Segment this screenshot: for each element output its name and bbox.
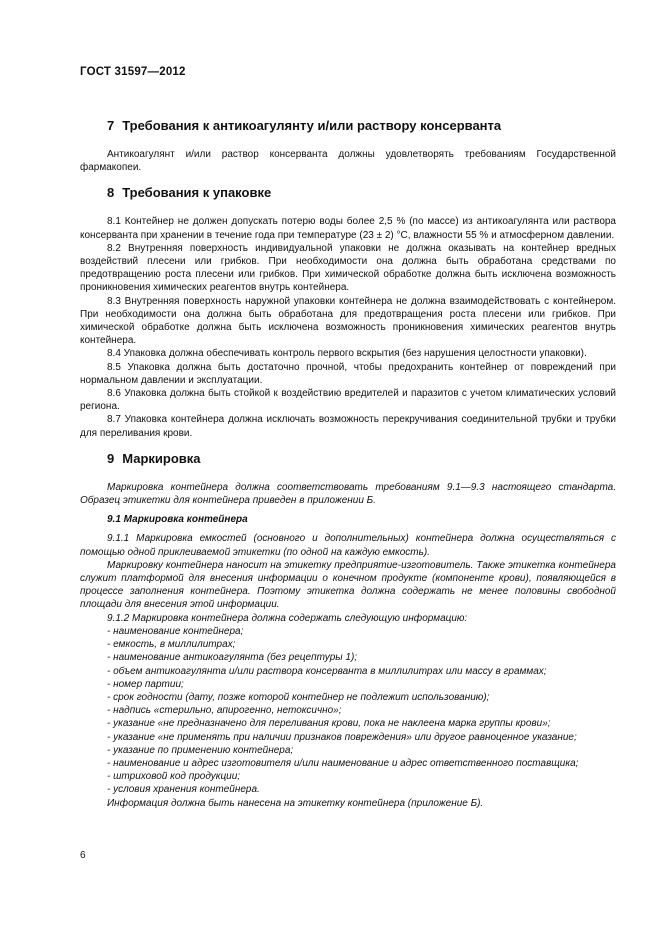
list-item: - наименование антикоагулянта (без рецептуры 1); [107, 652, 358, 664]
list-item: - условия хранения контейнера. [107, 784, 260, 796]
list-item: - надпись «стерильно, апирогенно, нетоксично»; [107, 705, 342, 717]
section-9-title: Маркировка [122, 450, 201, 466]
standard-header: ГОСТ 31597—2012 [80, 66, 186, 78]
subsection-9-1-title: 9.1 Маркировка контейнера [107, 514, 248, 526]
section-7-number: 7 [107, 118, 115, 133]
section-8-title: Требования к упаковке [122, 185, 272, 201]
clause-8-7: 8.7 Упаковка контейнера должна исключать возможность перекручивания соединительной трубки и трубки для переливания крови. [80, 414, 616, 439]
list-item: - указание по применению контейнера; [107, 744, 294, 756]
clause-9-1-1: 9.1.1 Маркировка емкостей (основного и дополнительных) контейнера должна осуществляться с помощью одной приклеиваемой этикетки (по одной на каждую емкость). [80, 533, 616, 558]
list-item: - указание «не предназначено для переливания крови, пока не наклеена марка группы крови»; [107, 718, 551, 730]
label-info-list [80, 625, 616, 797]
clause-8-3: 8.3 Внутренняя поверхность наружной упаковки контейнера не должна взаимодействовать с контейнером. При необходимости она должна быть обработана для предотвращения роста плесени или грибков. При химической обработке должна быть исключена возможность проникновения химических реагентов внутрь контейнера. [80, 295, 616, 347]
list-item: - наименование контейнера; [107, 625, 244, 637]
clause-9-1-1-continued: Маркировку контейнера наносит на этикетку предприятие-изготовитель. Также этикетка контейнера служит платформой для внесения информации о конечном продукте (компоненте крови), появляющейся в процессе заполнения контейнера. Поэтому этикетка должна содержать не менее половины свободной площади для внесения этой информации. [80, 559, 616, 611]
list-item: - объем антикоагулянта и/или раствора консерванта в миллилитрах или массу в граммах; [107, 665, 547, 677]
list-item: - штриховой код продукции; [107, 771, 241, 783]
clause-8-6: 8.6 Упаковка должна быть стойкой к воздействию вредителей и паразитов с учетом климатических условий региона. [80, 388, 616, 413]
clause-8-5: 8.5 Упаковка должна быть достаточно прочной, чтобы предохранить контейнер от повреждений при нормальном давлении и эксплуатации. [80, 361, 616, 386]
section-7-paragraph: Антикоагулянт и/или раствор консерванта должны удовлетворять требованиям Государственной фармакопеи. [80, 149, 616, 174]
section-9-intro: Маркировка контейнера должна соответствовать требованиям 9.1—9.3 настоящего стандарта. Образец этикетки для контейнера приведен в приложении Б. [80, 481, 616, 507]
list-item: - указание «не применять при наличии признаков повреждения» или другое равноценное указание; [107, 731, 577, 743]
section-9-heading [80, 451, 616, 467]
section-7-heading [80, 118, 616, 134]
list-item: - срок годности (дату, позже которой контейнер не подлежит использованию); [107, 691, 490, 703]
page-number: 6 [80, 850, 86, 861]
clause-8-2: 8.2 Внутренняя поверхность индивидуальной упаковки не должна оказывать на контейнер вредных воздействий плесени или грибков. При необходимости она должна быть обработана средствами по предотвращению роста плесени или грибков. При химической обработке должна быть исключена возможность проникновения химических реагентов внутрь контейнера. [80, 242, 616, 294]
page-content [80, 118, 616, 810]
section-9-number: 9 [107, 450, 115, 466]
list-item: - емкость, в миллилитрах; [107, 639, 236, 651]
list-item: - наименование и адрес изготовителя и/или наименование и адрес ответственного поставщика; [107, 757, 579, 769]
clause-8-1: 8.1 Контейнер не должен допускать потерю воды более 2,5 % (по массе) из антикоагулянта или раствора консерванта при хранении в течение года при температуре (23 ± 2) °С, влажности 55 % и атмосферном давлении. [80, 216, 616, 241]
section-9-closing: Информация должна быть нанесена на этикетку контейнера (приложение Б). [107, 797, 484, 809]
list-item: - номер партии; [107, 678, 184, 690]
section-7-title: Требования к антикоагулянту и/или раствору консерванта [122, 118, 502, 133]
section-8-heading [80, 185, 616, 201]
clause-9-1-2: 9.1.2 Маркировка контейнера должна содержать следующую информацию: [107, 612, 468, 624]
section-8-number: 8 [107, 185, 115, 201]
clause-8-4: 8.4 Упаковка должна обеспечивать контроль первого вскрытия (без нарушения целостности упаковки). [107, 348, 587, 360]
